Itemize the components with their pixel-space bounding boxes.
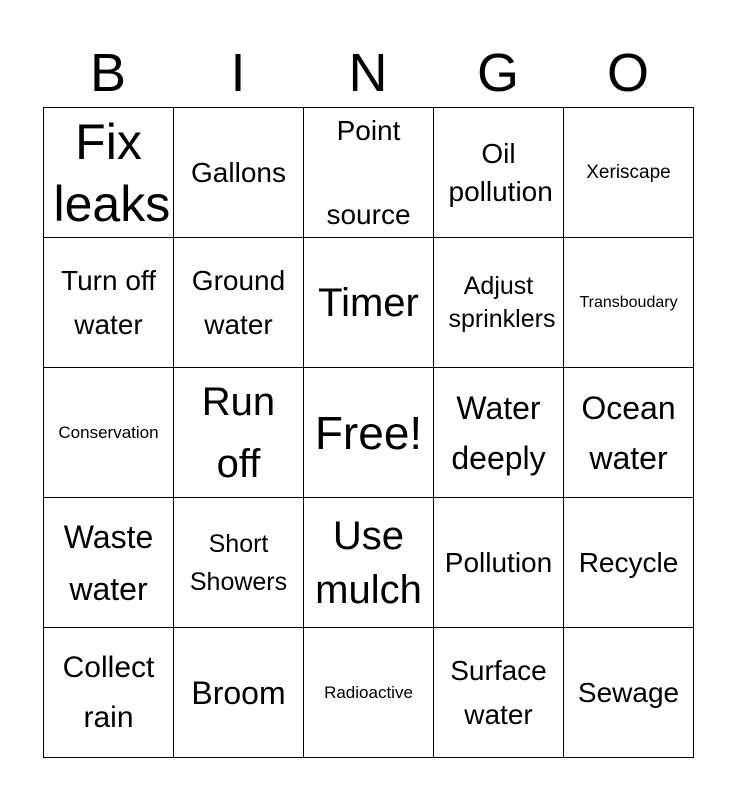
header-letter-g: G xyxy=(476,43,519,103)
bingo-cell[interactable] xyxy=(434,368,564,498)
cell-text: Ocean water xyxy=(581,389,676,476)
cell-text: Broom xyxy=(191,674,286,711)
cell-text: Fix leaks xyxy=(53,113,171,232)
bingo-cell[interactable] xyxy=(564,108,694,238)
bingo-cell[interactable] xyxy=(44,368,174,498)
cell-text: Oil pollution xyxy=(448,137,553,207)
bingo-cell[interactable] xyxy=(174,238,304,368)
cell-text: Point source xyxy=(326,114,411,230)
bingo-cell[interactable] xyxy=(174,628,304,758)
cell-text: Recycle xyxy=(578,546,679,578)
bingo-header xyxy=(43,40,693,106)
bingo-cell[interactable] xyxy=(44,628,174,758)
cell-text: Use mulch xyxy=(315,513,422,612)
bingo-cell[interactable] xyxy=(434,238,564,368)
cell-text: Transboudary xyxy=(579,293,678,311)
bingo-cell[interactable] xyxy=(564,628,694,758)
cell-text: Free! xyxy=(314,406,423,459)
cell-text: Run off xyxy=(201,379,276,486)
bingo-cell[interactable] xyxy=(564,368,694,498)
bingo-cell[interactable] xyxy=(174,368,304,498)
cell-text: Short Showers xyxy=(189,529,288,596)
bingo-cell[interactable] xyxy=(174,498,304,628)
cell-text: Ground water xyxy=(191,264,286,340)
cell-text: Adjust sprinklers xyxy=(448,271,556,333)
cell-text: Radioactive xyxy=(324,682,413,702)
cell-text: Turn off water xyxy=(61,264,156,340)
cell-text: Xeriscape xyxy=(586,161,671,183)
bingo-cell[interactable] xyxy=(434,498,564,628)
cell-text: Waste water xyxy=(63,518,154,607)
cell-text: Water deeply xyxy=(451,389,546,476)
bingo-cell[interactable] xyxy=(564,498,694,628)
cell-text: Conservation xyxy=(58,422,159,442)
cell-text: Surface water xyxy=(450,654,547,730)
bingo-cell[interactable] xyxy=(304,628,434,758)
bingo-cell[interactable] xyxy=(304,498,434,628)
bingo-cell[interactable] xyxy=(434,108,564,238)
cell-text: Timer xyxy=(318,280,419,325)
header-letter-b: B xyxy=(89,43,127,103)
bingo-cell[interactable] xyxy=(44,238,174,368)
bingo-cell[interactable] xyxy=(304,108,434,238)
bingo-board xyxy=(43,107,694,758)
bingo-cell[interactable] xyxy=(304,368,434,498)
header-letter-n: N xyxy=(348,43,388,103)
bingo-cell[interactable] xyxy=(564,238,694,368)
cell-text: Gallons xyxy=(191,156,286,188)
cell-text: Collect rain xyxy=(62,650,155,734)
bingo-cell[interactable] xyxy=(434,628,564,758)
header-letter-o: O xyxy=(606,43,649,103)
cell-text: Pollution xyxy=(444,546,553,578)
bingo-cell[interactable] xyxy=(44,498,174,628)
bingo-cell[interactable] xyxy=(44,108,174,238)
bingo-cell[interactable] xyxy=(304,238,434,368)
cell-text: Sewage xyxy=(577,676,680,708)
bingo-cell[interactable] xyxy=(174,108,304,238)
header-letter-i: I xyxy=(230,43,246,103)
